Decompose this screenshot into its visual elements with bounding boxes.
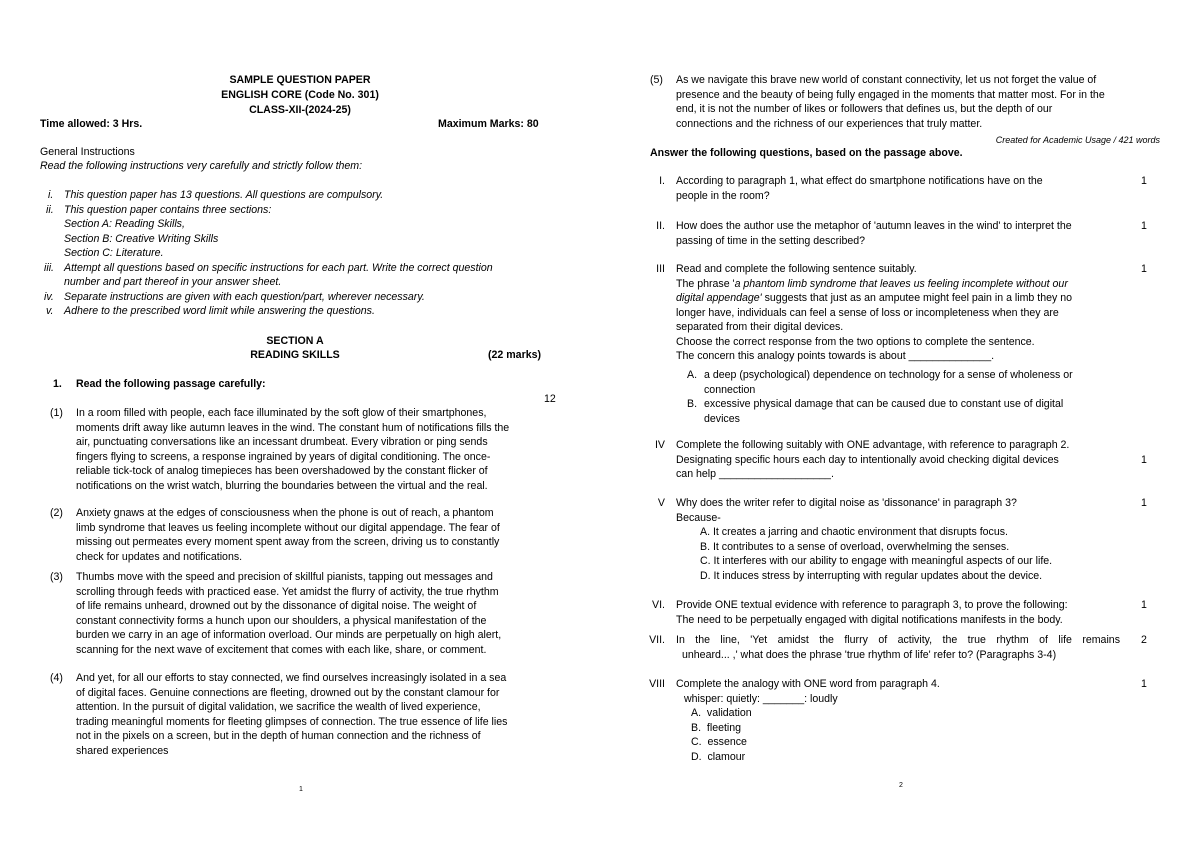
answer-option: D. It induces stress by interrupting with regular updates about the device. <box>700 569 1043 582</box>
paragraph-line: scrolling through feeds with practiced ease. Yet amidst the flurry of activity, the true rhythm <box>76 585 499 598</box>
option-letter: A. <box>687 369 698 381</box>
section-name: READING SKILLS <box>250 349 340 361</box>
question-line <box>676 291 1136 306</box>
question-line: How does the author use the metaphor of 'autumn leaves in the wind' to interpret the <box>676 220 1072 232</box>
answer-option: A. validation <box>691 707 752 719</box>
instruction-text: Adhere to the prescribed word limit while answering the questions. <box>64 305 375 317</box>
answer-option: D. clamour <box>691 750 746 763</box>
question-line: whisper: quietly: _______: loudly <box>684 692 838 705</box>
paragraph-line: scanning for the next wave of excitement that comes with each like, share, or comment. <box>76 643 487 656</box>
paragraph-line: fingers flying to screens, a response ingrained by years of digital conditioning. The once- <box>76 450 491 463</box>
paragraph-number: (4) <box>50 672 63 684</box>
question-text <box>676 262 1136 364</box>
paragraph-line: In a room filled with people, each face illuminated by the soft glow of their smartphones, <box>76 407 487 419</box>
passage-paragraph <box>0 406 600 506</box>
paragraph-line: missing out permeates every moment spent away from the screen, driving us to constantly <box>76 536 500 548</box>
question-line: Complete the following suitably with ONE advantage, with reference to paragraph 2. <box>676 439 1070 451</box>
instruction-item <box>40 304 560 319</box>
paragraph-line: check for updates and notifications. <box>76 550 243 563</box>
question-text <box>676 633 1120 662</box>
option-line: connection <box>704 383 756 396</box>
question-line: passing of time in the setting described? <box>676 234 866 247</box>
question-line: In the line, 'Yet amidst the flurry of activity, the true rhythm of life remains <box>676 634 1120 646</box>
paragraph-line: connections and the richness of our experiences that truly matter. <box>676 117 983 130</box>
question-line: unheard... ,' what does the phrase 'true rhythm of life' refer to? (Paragraphs 3-4) <box>682 648 1057 661</box>
paragraph-line: end, it is not the number of likes or followers that defines us, but the depth of our <box>676 103 1053 115</box>
question-line: Designating specific hours each day to intentionally avoid checking digital devices <box>676 453 1059 466</box>
question-line: The need to be perpetually engaged with digital notifications manifests in the body. <box>676 613 1063 626</box>
paragraph-line: Anxiety gnaws at the edges of consciousness when the phone is out of reach, a phantom <box>76 507 494 519</box>
question-marks: 1 <box>1141 175 1147 187</box>
page-number: 1 <box>299 786 303 793</box>
question-marks: 1 <box>1141 599 1147 611</box>
question-line: longer have, individuals can feel a sense of loss or incompleteness when they are <box>676 306 1059 319</box>
paragraph-line: limb syndrome that leaves us feeling incomplete without our digital appendage. The fear of <box>76 521 500 534</box>
instruction-item <box>40 203 560 261</box>
paragraph-number: (2) <box>50 507 63 519</box>
question-text <box>676 174 1126 203</box>
answer-option <box>600 368 1200 397</box>
question-number: VII. <box>649 634 665 646</box>
instruction-text: This question paper contains three sections: <box>64 203 272 216</box>
section-title: SECTION A <box>266 335 324 347</box>
paragraph-number: (5) <box>650 74 663 86</box>
answer-instructions-heading: Answer the following questions, based on the passage above. <box>650 147 963 159</box>
option-letter: B. <box>687 398 698 410</box>
question-number: IV <box>654 439 665 451</box>
answer-option: C. essence <box>691 736 747 748</box>
question-1-number: 1. <box>53 378 62 390</box>
paragraph-line: presence and the beauty of being fully engaged in the moments that matter most. For in the <box>676 88 1105 101</box>
phrase-suffix: suggests that just as an amputee might feel pain in a limb they no <box>761 292 1073 304</box>
question-marks: 2 <box>1141 634 1147 646</box>
paper-title: SAMPLE QUESTION PAPER <box>229 74 371 86</box>
answer-option: A. It creates a jarring and chaotic environment that disrupts focus. <box>700 526 1008 538</box>
question-line: Provide ONE textual evidence with reference to paragraph 3, to prove the following: <box>676 599 1068 611</box>
option-line: a deep (psychological) dependence on technology for a sense of wholeness or <box>704 369 1073 381</box>
paragraph-text <box>76 506 559 564</box>
paragraph-text <box>76 406 559 493</box>
passage-paragraph <box>0 506 600 570</box>
question-text <box>676 598 1136 627</box>
paragraph-text <box>676 73 1160 131</box>
answer-options <box>691 706 891 764</box>
paragraph-line: As we navigate this brave new world of constant connectivity, let us not forget the value of <box>676 74 1097 86</box>
question-text <box>676 438 1136 482</box>
paragraph-line: reliable tick-tock of analog timepieces has been overshadowed by the constant flicker of <box>76 465 488 477</box>
instruction-text: This question paper has 13 questions. All questions are compulsory. <box>64 189 384 201</box>
instruction-number: iv. <box>44 290 54 303</box>
question-marks: 1 <box>1141 497 1147 509</box>
paragraph-number: (3) <box>50 571 63 583</box>
question-line: separated from their digital devices. <box>676 321 844 333</box>
option-line: excessive physical damage that can be caused due to constant use of digital <box>704 398 1064 410</box>
question-number: II. <box>656 220 665 232</box>
paragraph-line: notifications on the wrist watch, blurring the boundaries between the virtual and the real. <box>76 479 488 492</box>
question-marks: 1 <box>1141 220 1147 232</box>
paragraph-number: (1) <box>50 407 63 419</box>
general-instructions-heading: General Instructions <box>40 146 135 158</box>
phrase-quote: a phantom limb syndrome that leaves us feeling incomplete without our <box>734 277 1068 290</box>
question-line: Read and complete the following sentence suitably. <box>676 263 917 275</box>
option-line: devices <box>704 412 740 425</box>
instructions-list <box>40 188 560 319</box>
instruction-number: iii. <box>44 261 55 274</box>
page-2 <box>600 0 1200 849</box>
instruction-text: Section C: Literature. <box>64 247 164 259</box>
question-1-marks: 12 <box>544 393 556 405</box>
instruction-text: number and part thereof in your answer sheet. <box>64 276 282 288</box>
question-line: The concern this analogy points towards is about ______________. <box>676 350 995 362</box>
passage-paragraph <box>0 570 600 671</box>
paragraph-line: of life remains unheard, drowned out by the dissonance of digital noise. The weight of <box>76 600 477 612</box>
time-allowed: Time allowed: 3 Hrs. <box>40 118 143 130</box>
paragraph-line: And yet, for all our efforts to stay connected, we find ourselves increasingly isolated in a sea <box>76 672 507 684</box>
instruction-text: Separate instructions are given with each question/part, wherever necessary. <box>64 290 425 303</box>
paper-subject: ENGLISH CORE (Code No. 301) <box>221 89 379 101</box>
instruction-item <box>40 188 560 203</box>
paragraph-line: moments drift away like autumn leaves in the wind. The constant hum of notifications fills the <box>76 421 510 434</box>
question-line: Complete the analogy with ONE word from paragraph 4. <box>676 678 940 690</box>
question-line: can help ___________________. <box>676 468 834 480</box>
question-line: Why does the writer refer to digital noise as 'dissonance' in paragraph 3? <box>676 497 1017 509</box>
instruction-item <box>40 261 560 290</box>
passage-paragraph <box>0 671 600 761</box>
instruction-number: i. <box>48 189 54 201</box>
paragraph-line: burden we carry in an age of information overload. Our minds are perpetually on high alert, <box>76 629 502 641</box>
paragraph-line: trading meaningful moments for fleeting glimpses of connection. The true essence of life lies <box>76 715 508 728</box>
answer-options <box>700 525 1140 583</box>
paragraph-line: air, punctuating conversations like an incessant drumbeat. Every vibration or ping sends <box>76 436 488 448</box>
instruction-text: Section A: Reading Skills, <box>64 218 185 230</box>
paragraph-line: constant connectivity forms a hunch upon our shoulders, a physical manifestation of the <box>76 614 487 627</box>
question-text <box>676 677 1136 706</box>
question-line: people in the room? <box>676 189 770 202</box>
paragraph-text <box>76 671 559 758</box>
question-number: VI. <box>652 599 665 611</box>
question-line <box>676 277 1136 292</box>
question-marks: 1 <box>1141 453 1147 466</box>
question-line: According to paragraph 1, what effect do smartphone notifications have on the <box>676 175 1043 187</box>
phrase-prefix: The phrase ' <box>676 277 735 290</box>
question-marks: 1 <box>1141 678 1147 690</box>
paragraph-line: of digital faces. Genuine connections are fleeting, drowned out by the constant clamour for <box>76 686 500 699</box>
instruction-item <box>40 290 560 305</box>
passage <box>0 406 600 761</box>
section-marks: (22 marks) <box>488 349 541 361</box>
paragraph-line: Thumbs move with the speed and precision of skillful pianists, tapping out messages and <box>76 571 493 583</box>
question-marks: 1 <box>1141 263 1147 275</box>
answer-options <box>600 368 1200 426</box>
question-text <box>676 496 1136 525</box>
phrase-quote: digital appendage' <box>676 292 762 304</box>
answer-option <box>600 397 1200 426</box>
maximum-marks: Maximum Marks: 80 <box>438 118 539 130</box>
answer-option: C. It interferes with our ability to engage with meaningful aspects of our life. <box>700 555 1053 567</box>
answer-option: B. fleeting <box>691 721 742 734</box>
answer-option: B. It contributes to a sense of overload, overwhelming the senses. <box>700 540 1010 553</box>
question-text <box>676 219 1136 248</box>
general-instructions-intro: Read the following instructions very carefully and strictly follow them: <box>40 160 363 172</box>
question-line: Because- <box>676 511 721 524</box>
instruction-number: v. <box>46 305 54 317</box>
paragraph-line: attention. In the pursuit of digital validation, we sacrifice the wealth of lived experience, <box>76 701 481 713</box>
instruction-number: ii. <box>46 203 54 216</box>
paragraph-text <box>76 570 559 657</box>
paper-class: CLASS-XII-(2024-25) <box>249 104 351 116</box>
question-number: V <box>657 497 665 509</box>
instruction-text: Section B: Creative Writing Skills <box>64 232 219 245</box>
question-line: Choose the correct response from the two options to complete the sentence. <box>676 335 1035 348</box>
question-number: VIII <box>649 678 665 690</box>
paragraph-line: not in the pixels on a screen, but in the depth of human connection and the richness of <box>76 730 481 742</box>
question-number: III <box>656 263 665 275</box>
question-number: I. <box>659 175 665 187</box>
paragraph-line: shared experiences <box>76 744 169 757</box>
page-number: 2 <box>899 782 903 789</box>
question-1-text: Read the following passage carefully: <box>76 378 266 390</box>
instruction-text: Attempt all questions based on specific instructions for each part. Write the correct question <box>64 261 493 274</box>
word-count-credit: Created for Academic Usage / 421 words <box>995 135 1160 145</box>
